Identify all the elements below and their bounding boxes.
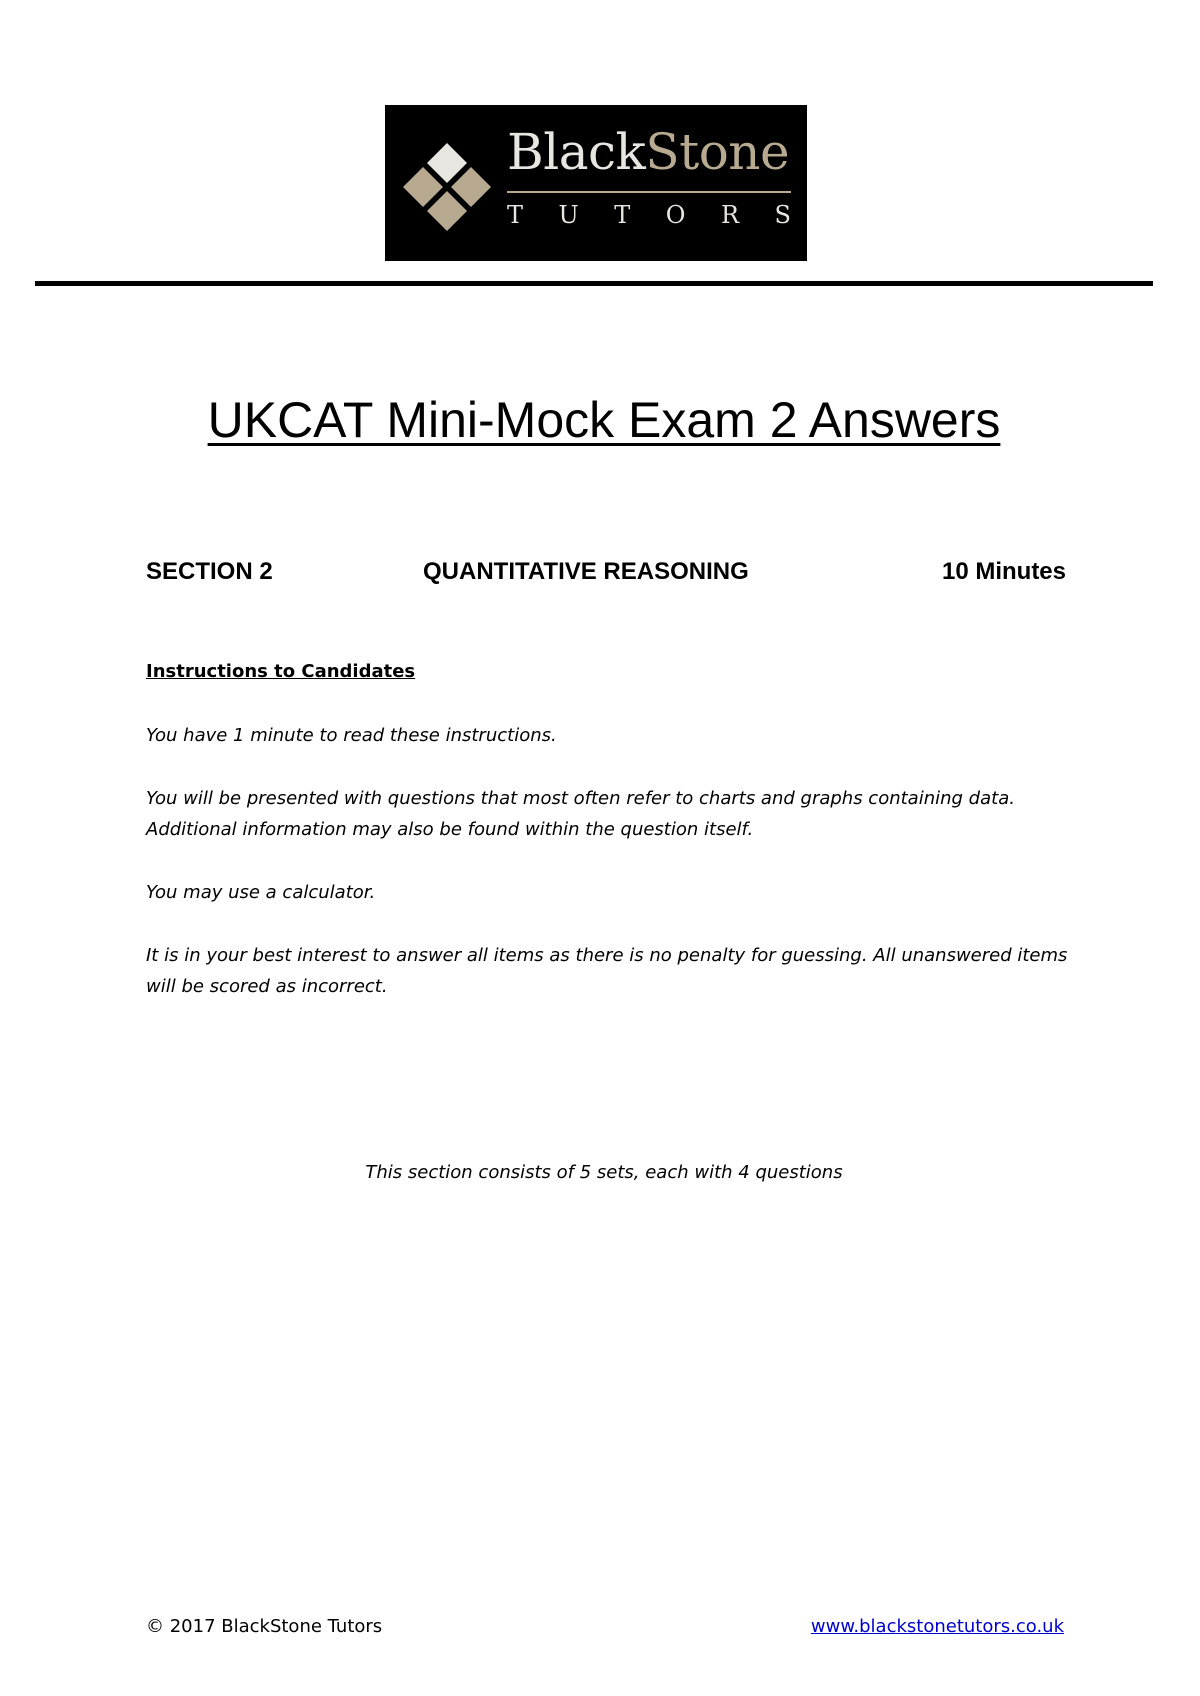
footer-website-link[interactable]: www.blackstonetutors.co.uk	[810, 1616, 1064, 1637]
four-diamond-icon	[385, 105, 507, 261]
logo-word-stone: Stone	[645, 123, 790, 181]
instructions-heading: Instructions to Candidates	[146, 661, 416, 682]
logo-divider	[507, 191, 791, 193]
section-header	[146, 556, 1066, 588]
logo-letter: S	[774, 201, 791, 229]
instruction-paragraph: You have 1 minute to read these instructions.	[146, 725, 557, 746]
blackstone-logo	[385, 105, 807, 261]
logo-letter: U	[558, 201, 579, 229]
header-divider	[35, 281, 1153, 286]
section-number: SECTION 2	[146, 558, 273, 585]
logo-tutors-text	[507, 203, 791, 227]
footer-copyright: © 2017 BlackStone Tutors	[146, 1616, 383, 1637]
section-duration: 10 Minutes	[941, 558, 1066, 585]
logo-letter: R	[720, 201, 740, 229]
section-name: QUANTITATIVE REASONING	[423, 558, 749, 585]
logo-word-black: Black	[507, 123, 646, 181]
logo-letter: T	[507, 201, 524, 229]
logo-letter: T	[614, 201, 631, 229]
instruction-paragraph: You may use a calculator.	[146, 882, 376, 903]
logo-wordmark	[507, 123, 790, 181]
logo-letter: O	[665, 201, 686, 229]
instruction-paragraph: You will be presented with questions that most often refer to charts and graphs containing data. Additional information may also be found within the question itself.	[146, 788, 1015, 840]
section-summary: This section consists of 5 sets, each with 4 questions	[365, 1162, 843, 1183]
page-title: UKCAT Mini-Mock Exam 2 Answers	[207, 392, 1001, 448]
instruction-paragraph: It is in your best interest to answer all items as there is no penalty for guessing. All unanswered items will be scored as incorrect.	[146, 945, 1068, 997]
